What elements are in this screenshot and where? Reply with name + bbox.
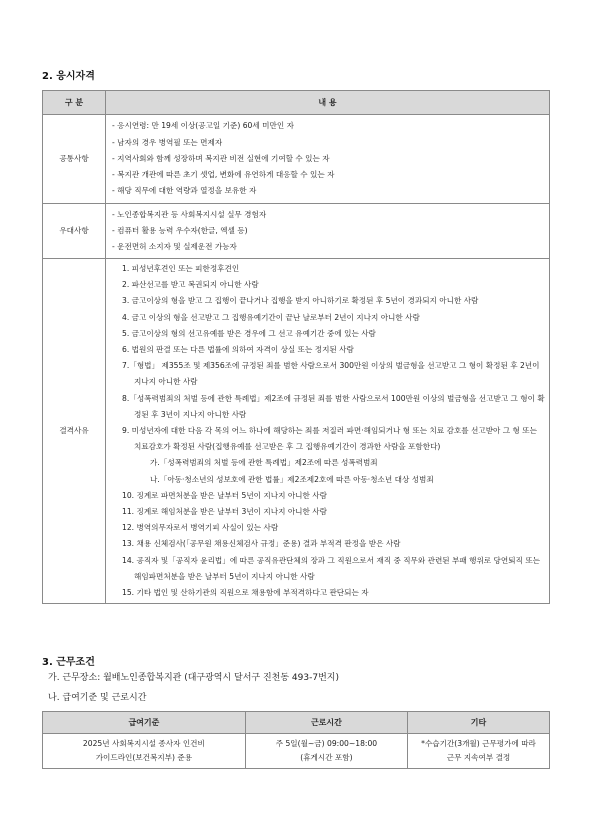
header-hours: 근로시간 (245, 712, 407, 734)
pay-cell (43, 734, 246, 769)
list-item: 4. 금고 이상의 형을 선고받고 그 집행유예기간이 끝난 날로부터 2년이 지나지 아니한 사람 (122, 312, 420, 322)
pay-line-1: 2025년 사회복지시설 종사자 인건비 (82, 739, 205, 748)
table-header-row (43, 712, 550, 734)
list-item: 8.「성폭력범죄의 처벌 등에 관한 특례법」제2조에 규정된 죄를 범한 사람으로서 100만원 이상의 벌금형을 선고받고 그 형이 확정된 후 3년이 지나지 아니한 사람 (122, 393, 545, 419)
header-category: 구 분 (43, 91, 106, 115)
table-header-row (43, 91, 550, 115)
preferred-content (106, 204, 550, 259)
header-content: 내 용 (106, 91, 550, 115)
list-item: - 복지관 개관에 따른 초기 셋업, 변화에 유연하게 대응할 수 있는 자 (112, 170, 335, 180)
list-item: 2. 파산선고를 받고 복권되지 아니한 사람 (122, 280, 259, 290)
section-2-title: 2. 응시자격 (42, 71, 95, 82)
preferred-label: 우대사항 (43, 204, 106, 259)
list-item: 5. 금고이상의 형의 선고유예를 받은 경우에 그 선고 유예기간 중에 있는 사람 (122, 328, 376, 338)
list-item: 3. 금고이상의 형을 받고 그 집행이 끝나거나 집행을 받지 아니하기로 확정된 후 5년이 경과되지 아니한 사람 (122, 296, 479, 306)
list-item: - 남자의 경우 병역필 또는 면제자 (112, 137, 223, 147)
list-item: - 운전면허 소지자 및 실제운전 가능자 (112, 242, 237, 252)
table-row (43, 734, 550, 769)
eligibility-table (42, 90, 550, 604)
pay-subtitle: 나. 급여기준 및 근로시간 (48, 693, 147, 703)
hours-cell (245, 734, 407, 769)
list-item: 9. 미성년자에 대한 다음 각 목의 어느 하나에 해당하는 죄를 저질러 파면·해임되거나 형 또는 치료 감호를 선고받아 그 형 또는 치료감호가 확정된 사람(집행유예를 선고받은 후 그 집행유예기간이 경과한 사람을 포함한다) (122, 426, 537, 452)
list-item: - 해당 직무에 대한 역량과 열정을 보유한 자 (112, 186, 257, 196)
list-item: - 컴퓨터 활용 능력 우수자(한글, 엑셀 등) (112, 225, 248, 235)
list-item: - 지역사회와 함께 성장하며 복지관 비전 실현에 기여할 수 있는 자 (112, 153, 330, 163)
list-item: 15. 기타 법인 및 산하기관의 직원으로 채용함에 부적격하다고 판단되는 자 (122, 588, 369, 598)
etc-cell (408, 734, 550, 769)
etc-line-1: *수습기간(3개월) 근무평가에 따라 (421, 739, 536, 748)
header-etc: 기타 (408, 712, 550, 734)
pay-line-2: 가이드라인(보건복지부) 준용 (95, 753, 193, 762)
work-location: 가. 근무장소: 월배노인종합복지관 (대구광역시 달서구 진천동 493-7번지) (48, 673, 339, 683)
disqualify-content (106, 259, 550, 604)
preferred-row (43, 204, 550, 259)
list-item: 10. 징계로 파면처분을 받은 날부터 5년이 지나지 아니한 사람 (122, 490, 327, 500)
list-subitem: 나.「아동·청소년의 성보호에 관한 법률」제2조제2호에 따른 아동·청소년 대상 성범죄 (150, 474, 434, 484)
disqualify-label: 결격사유 (43, 259, 106, 604)
header-pay: 급여기준 (43, 712, 246, 734)
list-subitem: 가.「성폭력범죄의 처벌 등에 관한 특례법」제2조에 따른 성폭력범죄 (150, 458, 378, 468)
section-3-title: 3. 근무조건 (42, 657, 95, 668)
list-item: 14. 공직자 및「공직자 윤리법」에 따른 공직유관단체의 장과 그 직원으로서 재직 중 직무와 관련된 부패 행위로 당연퇴직 또는 해임파면처분을 받은 날부터 5년이 지나지 아니한 사람 (122, 555, 540, 581)
list-item: 7.「형법」 제355조 및 제356조에 규정된 죄를 범한 사람으로서 300만원 이상의 벌금형을 선고받고 그 형이 확정된 후 2년이 지나지 아니한 사람 (122, 361, 540, 387)
common-content (106, 115, 550, 204)
hours-line-1: 주 5일(월~금) 09:00~18:00 (275, 739, 378, 748)
disqualify-row (43, 259, 550, 604)
common-label: 공통사항 (43, 115, 106, 204)
etc-line-2: 근무 지속여부 결정 (446, 753, 511, 762)
list-item: 11. 징계로 해임처분을 받은 날부터 3년이 지나지 아니한 사람 (122, 507, 327, 517)
work-conditions-table (42, 711, 550, 769)
list-item: 1. 피성년후견인 또는 피한정후견인 (122, 264, 240, 273)
list-item: 6. 법원의 판결 또는 다른 법률에 의하여 자격이 상실 또는 정지된 사람 (122, 345, 354, 355)
list-item: 13. 채용 신체검사(「공무원 채용신체검사 규정」준용) 결과 부적격 판정을 받은 사람 (122, 539, 401, 549)
list-item: 12. 병역의무자로서 병역기피 사실이 있는 사람 (122, 523, 279, 533)
common-row (43, 115, 550, 204)
list-item: - 노인종합복지관 등 사회복지시설 실무 경험자 (112, 209, 267, 219)
list-item: - 응시연령: 만 19세 이상(공고일 기준) 60세 미만인 자 (112, 121, 294, 131)
hours-line-2: (휴게시간 포함) (300, 753, 353, 762)
